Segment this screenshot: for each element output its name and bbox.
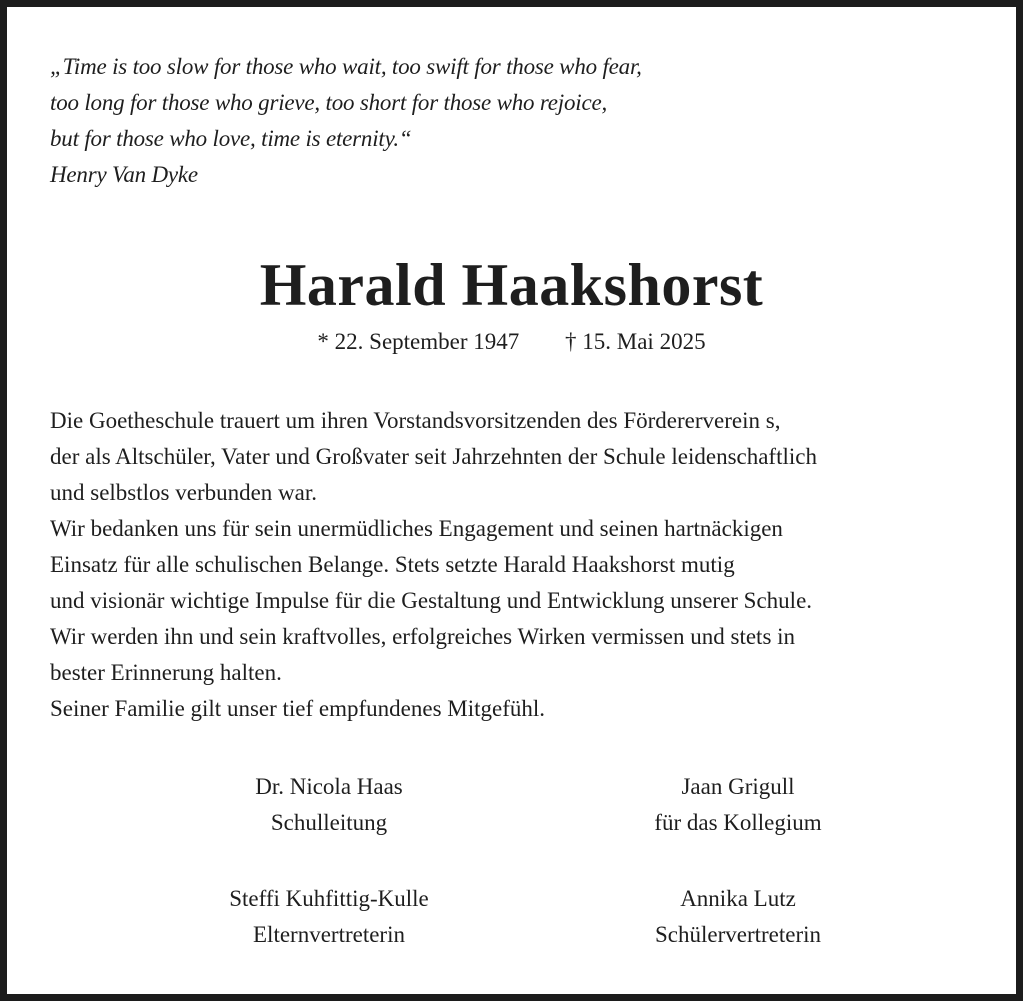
signatory-name: Jaan Grigull [681,774,795,799]
quote-author: Henry Van Dyke [50,162,198,187]
signatory-role: Schulleitung [270,810,388,835]
quote-line: but for those who love, time is eternity.“ [50,126,412,151]
signatory [578,881,898,953]
signatory-name: Dr. Nicola Haas [255,774,403,799]
quote-line: „Time is too slow for those who wait, too swift for those who fear, [50,54,642,79]
signatory-role: für das Kollegium [654,810,822,835]
body-line: und selbstlos verbunden war. [50,480,318,505]
signatory-name: Steffi Kuhfittig-Kulle [229,886,429,911]
body-line: und visionär wichtige Impulse für die Gestaltung und Entwicklung unserer Schule. [50,588,813,613]
life-dates [7,329,1016,355]
body-line: Seiner Familie gilt unser tief empfundenes Mitgefühl. [50,696,546,721]
signatory [169,881,489,953]
epigraph-quote [50,49,642,193]
body-line: Die Goetheschule trauert um ihren Vorstandsvorsitzenden des Fördererverein s, [50,408,781,433]
body-line: der als Altschüler, Vater und Großvater seit Jahrzehnten der Schule leidenschaftlich [50,444,817,469]
signatory-role: Elternvertreterin [253,922,405,947]
signatory [578,769,898,841]
body-line: Wir werden ihn und sein kraftvolles, erfolgreiches Wirken vermissen und stets in [50,624,796,649]
body-line: Einsatz für alle schulischen Belange. Stets setzte Harald Haakshorst mutig [50,552,735,577]
birth-date: * 22. September 1947 [317,329,520,354]
deceased-name: Harald Haakshorst [259,252,764,318]
signatory [169,769,489,841]
body-line: bester Erinnerung halten. [50,660,282,685]
death-date: † 15. Mai 2025 [565,329,706,354]
quote-line: too long for those who grieve, too short for those who rejoice, [50,90,608,115]
signatory-role: Schülervertreterin [654,922,822,947]
signatory-name: Annika Lutz [680,886,796,911]
body-text [50,403,817,727]
body-line: Wir bedanken uns für sein unermüdliches Engagement und seinen hartnäckigen [50,516,783,541]
